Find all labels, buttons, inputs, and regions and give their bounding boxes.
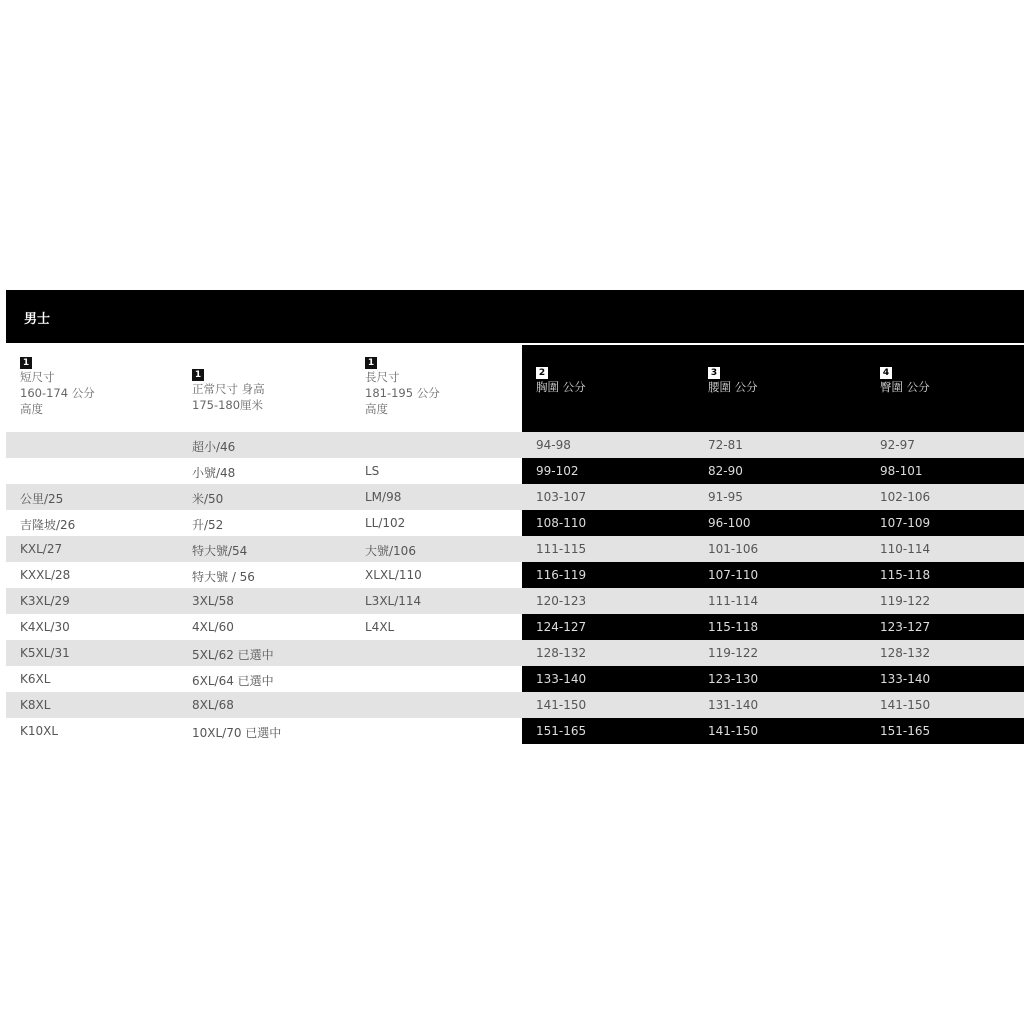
table-row [6, 666, 1024, 692]
table-cell: 107-110 [708, 568, 759, 582]
row-left [6, 588, 522, 614]
column-header-line: 正常尺寸 身高 [192, 382, 265, 396]
table-cell: 133-140 [880, 672, 931, 686]
row-left [6, 484, 522, 510]
table-cell: 151-165 [880, 724, 931, 738]
table-cell: 大號/106 [365, 544, 416, 558]
table-cell: 公里/25 [20, 492, 64, 506]
table-cell: 107-109 [880, 516, 931, 530]
row-right [522, 692, 1024, 718]
column-number-badge: 1 [20, 357, 32, 369]
table-cell: 151-165 [536, 724, 587, 738]
table-cell: 72-81 [708, 438, 743, 452]
table-cell: 升/52 [192, 518, 224, 532]
table-cell: KXL/27 [20, 542, 63, 556]
table-cell: K5XL/31 [20, 646, 70, 660]
row-right [522, 666, 1024, 692]
table-cell: K10XL [20, 724, 59, 738]
table-cell: 108-110 [536, 516, 587, 530]
table-cell: K6XL [20, 672, 51, 686]
table-cell: 101-106 [708, 542, 759, 556]
column-header-line: 160-174 公分 [20, 386, 95, 400]
table-cell: 6XL/64 已選中 [192, 674, 274, 688]
table-row [6, 614, 1024, 640]
table-cell: 131-140 [708, 698, 759, 712]
row-left [6, 432, 522, 458]
table-cell: 99-102 [536, 464, 579, 478]
row-left [6, 562, 522, 588]
row-right [522, 588, 1024, 614]
table-cell: 82-90 [708, 464, 743, 478]
table-row [6, 692, 1024, 718]
table-cell: 特大號 / 56 [192, 570, 255, 584]
column-number-badge: 4 [880, 367, 892, 379]
column-number-badge: 2 [536, 367, 548, 379]
table-row [6, 718, 1024, 744]
column-header [536, 363, 586, 395]
table-cell: 4XL/60 [192, 620, 234, 634]
table-cell: L3XL/114 [365, 594, 422, 608]
table-cell: 小號/48 [192, 466, 236, 480]
table-cell: LS [365, 464, 380, 478]
table-cell: 128-132 [536, 646, 587, 660]
column-header-line: 短尺寸 [20, 370, 55, 384]
row-left [6, 458, 522, 484]
row-left [6, 640, 522, 666]
row-left [6, 614, 522, 640]
column-header-line: 高度 [365, 402, 388, 416]
table-cell: 133-140 [536, 672, 587, 686]
table-cell: 3XL/58 [192, 594, 234, 608]
row-right [522, 484, 1024, 510]
table-cell: 米/50 [192, 492, 224, 506]
table-row [6, 484, 1024, 510]
table-row [6, 458, 1024, 484]
column-header-line: 腰圍 公分 [708, 380, 758, 394]
column-number-badge: 3 [708, 367, 720, 379]
table-row [6, 562, 1024, 588]
table-cell: 128-132 [880, 646, 931, 660]
column-number-badge: 1 [365, 357, 377, 369]
row-right [522, 614, 1024, 640]
row-right [522, 536, 1024, 562]
table-cell: K8XL [20, 698, 51, 712]
table-cell: 特大號/54 [192, 544, 248, 558]
row-right [522, 718, 1024, 744]
table-cell: 91-95 [708, 490, 743, 504]
row-right [522, 562, 1024, 588]
row-right [522, 640, 1024, 666]
table-cell: 119-122 [708, 646, 759, 660]
table-cell: 123-127 [880, 620, 931, 634]
column-header-line: 臀圍 公分 [880, 380, 930, 394]
column-header-line: 長尺寸 [365, 370, 400, 384]
table-cell: 96-100 [708, 516, 751, 530]
table-cell: 10XL/70 已選中 [192, 726, 282, 740]
table-cell: K3XL/29 [20, 594, 70, 608]
column-header-line: 高度 [20, 402, 43, 416]
row-right [522, 510, 1024, 536]
row-left [6, 666, 522, 692]
row-left [6, 536, 522, 562]
table-cell: 5XL/62 已選中 [192, 648, 274, 662]
column-header-line: 181-195 公分 [365, 386, 440, 400]
table-cell: 119-122 [880, 594, 931, 608]
table-title: 男士 [24, 312, 51, 327]
column-header [365, 353, 440, 417]
table-cell: XLXL/110 [365, 568, 422, 582]
row-left [6, 510, 522, 536]
table-cell: 110-114 [880, 542, 931, 556]
column-header [880, 363, 930, 395]
header-right [522, 345, 1024, 432]
table-cell: 94-98 [536, 438, 571, 452]
table-cell: 115-118 [708, 620, 759, 634]
table-row [6, 432, 1024, 458]
table-cell: 92-97 [880, 438, 915, 452]
table-cell: 141-150 [536, 698, 587, 712]
header-left [6, 345, 522, 432]
column-header [20, 353, 95, 417]
table-cell: 吉隆坡/26 [20, 518, 76, 532]
table-cell: LM/98 [365, 490, 402, 504]
table-cell: L4XL [365, 620, 395, 634]
table-title-bar [6, 290, 1024, 343]
table-cell: LL/102 [365, 516, 406, 530]
table-row [6, 536, 1024, 562]
table-cell: 141-150 [708, 724, 759, 738]
table-cell: 120-123 [536, 594, 587, 608]
table-cell: 141-150 [880, 698, 931, 712]
table-cell: 超小/46 [192, 440, 236, 454]
table-row [6, 640, 1024, 666]
column-header-line: 胸圍 公分 [536, 380, 586, 394]
table-cell: 111-114 [708, 594, 759, 608]
table-cell: 111-115 [536, 542, 587, 556]
table-cell: K4XL/30 [20, 620, 70, 634]
table-row [6, 588, 1024, 614]
column-header-line: 175-180厘米 [192, 398, 264, 412]
table-cell: 102-106 [880, 490, 931, 504]
table-cell: 98-101 [880, 464, 923, 478]
row-right [522, 458, 1024, 484]
table-row [6, 510, 1024, 536]
table-cell: 115-118 [880, 568, 931, 582]
row-right [522, 432, 1024, 458]
table-cell: 103-107 [536, 490, 587, 504]
row-left [6, 692, 522, 718]
table-cell: 8XL/68 [192, 698, 234, 712]
table-cell: 116-119 [536, 568, 587, 582]
column-number-badge: 1 [192, 369, 204, 381]
column-header [708, 363, 758, 395]
table-cell: KXXL/28 [20, 568, 71, 582]
table-cell: 123-130 [708, 672, 759, 686]
row-left [6, 718, 522, 744]
column-header [192, 365, 265, 413]
table-cell: 124-127 [536, 620, 587, 634]
